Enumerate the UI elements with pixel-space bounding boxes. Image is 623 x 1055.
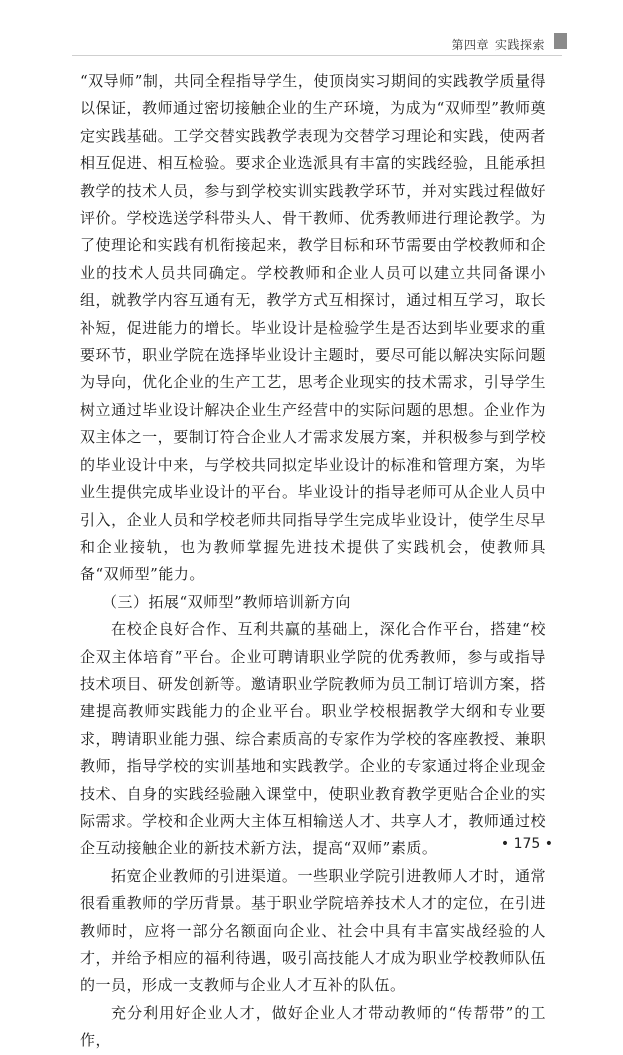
paragraph-training-platform: 在校企良好合作、互利共赢的基础上，深化合作平台，搭建“校企双主体培育”平台。企业可聘请职业学院的优秀教师，参与或指导技术项目、研发创新等。邀请职业学院教师为员工制订培训方案，搭建提高教师实践能力的企业平台。职业学校根据教学大纲和专业要求，聘请职业能力强、综合素质高的专家作为学校的客座教授、兼职教师，指导学校的实训基地和实践教学。企业的专家通过将企业现金技术、自身的实践经验融入课堂中，使职业教育教学更贴合企业的实际需求。学校和企业两大主体互相输送人才、共享人才，教师通过校企互动接触企业的新技术新方法，提高“双师”素质。 <box>80 620 546 858</box>
chapter-marker-block <box>554 33 567 49</box>
paragraph-recruitment: 拓宽企业教师的引进渠道。一些职业学院引进教师人才时，通常很看重教师的学历背景。基于职业学院培养技术人才的定位，在引进教师时，应将一部分名额面向企业、社会中具有丰富实战经验的人才，并给予相应的福利待遇，吸引高技能人才成为职业学校教师队伍的一员，形成一支教师与企业人才互补的队伍。 <box>80 866 546 995</box>
running-header <box>445 36 545 53</box>
chapter-title: 实践探索 <box>494 38 545 52</box>
paragraph-mentoring: 充分利用好企业人才，做好企业人才带动教师的“传帮带”的工作， <box>80 1003 546 1050</box>
page-number: • 175 • <box>500 836 553 852</box>
page-body <box>80 68 546 1055</box>
paragraph-dual-mentor: “双导师”制，共同全程指导学生，使顶岗实习期间的实践教学质量得以保证，教师通过密切接触企业的生产环境，为成为“双师型”教师奠定实践基础。工学交替实践教学表现为交替学习理论和实践，使两者相互促进、相互检验。要求企业选派具有丰富的实践经验，且能承担教学的技术人员，参与到学校实训实践教学环节，并对实践过程做好评价。学校选送学科带头人、骨干教师、优秀教师进行理论教学。为了使理论和实践有机衔接起来，教学目标和环节需要由学校教师和企业的技术人员共同确定。学校教师和企业人员可以建立共同备课小组，就教学内容互通有无，教学方式互相探讨，通过相互学习，取长补短，促进能力的增长。毕业设计是检验学生是否达到毕业要求的重要环节，职业学院在选择毕业设计主题时，要尽可能以解决实际问题为导向，优化企业的生产工艺，思考企业现实的技术需求，引导学生树立通过毕业设计解决企业生产经营中的实际问题的思想。企业作为双主体之一，要制订符合企业人才需求发展方案，并积极参与到学校的毕业设计中来，与学校共同拟定毕业设计的标准和管理方案，为毕业生提供完成毕业设计的平台。毕业设计的指导老师可从企业人员中引入，企业人员和学校老师共同指导学生完成毕业设计，使学生尽早和企业接轨，也为教师掌握先进技术提供了实践机会，使教师具备“双师型”能力。 <box>80 72 546 584</box>
section-heading: （三）拓展“双师型”教师培训新方向 <box>102 592 351 611</box>
chapter-label: 第四章 <box>451 38 489 52</box>
header-divider <box>72 55 562 56</box>
